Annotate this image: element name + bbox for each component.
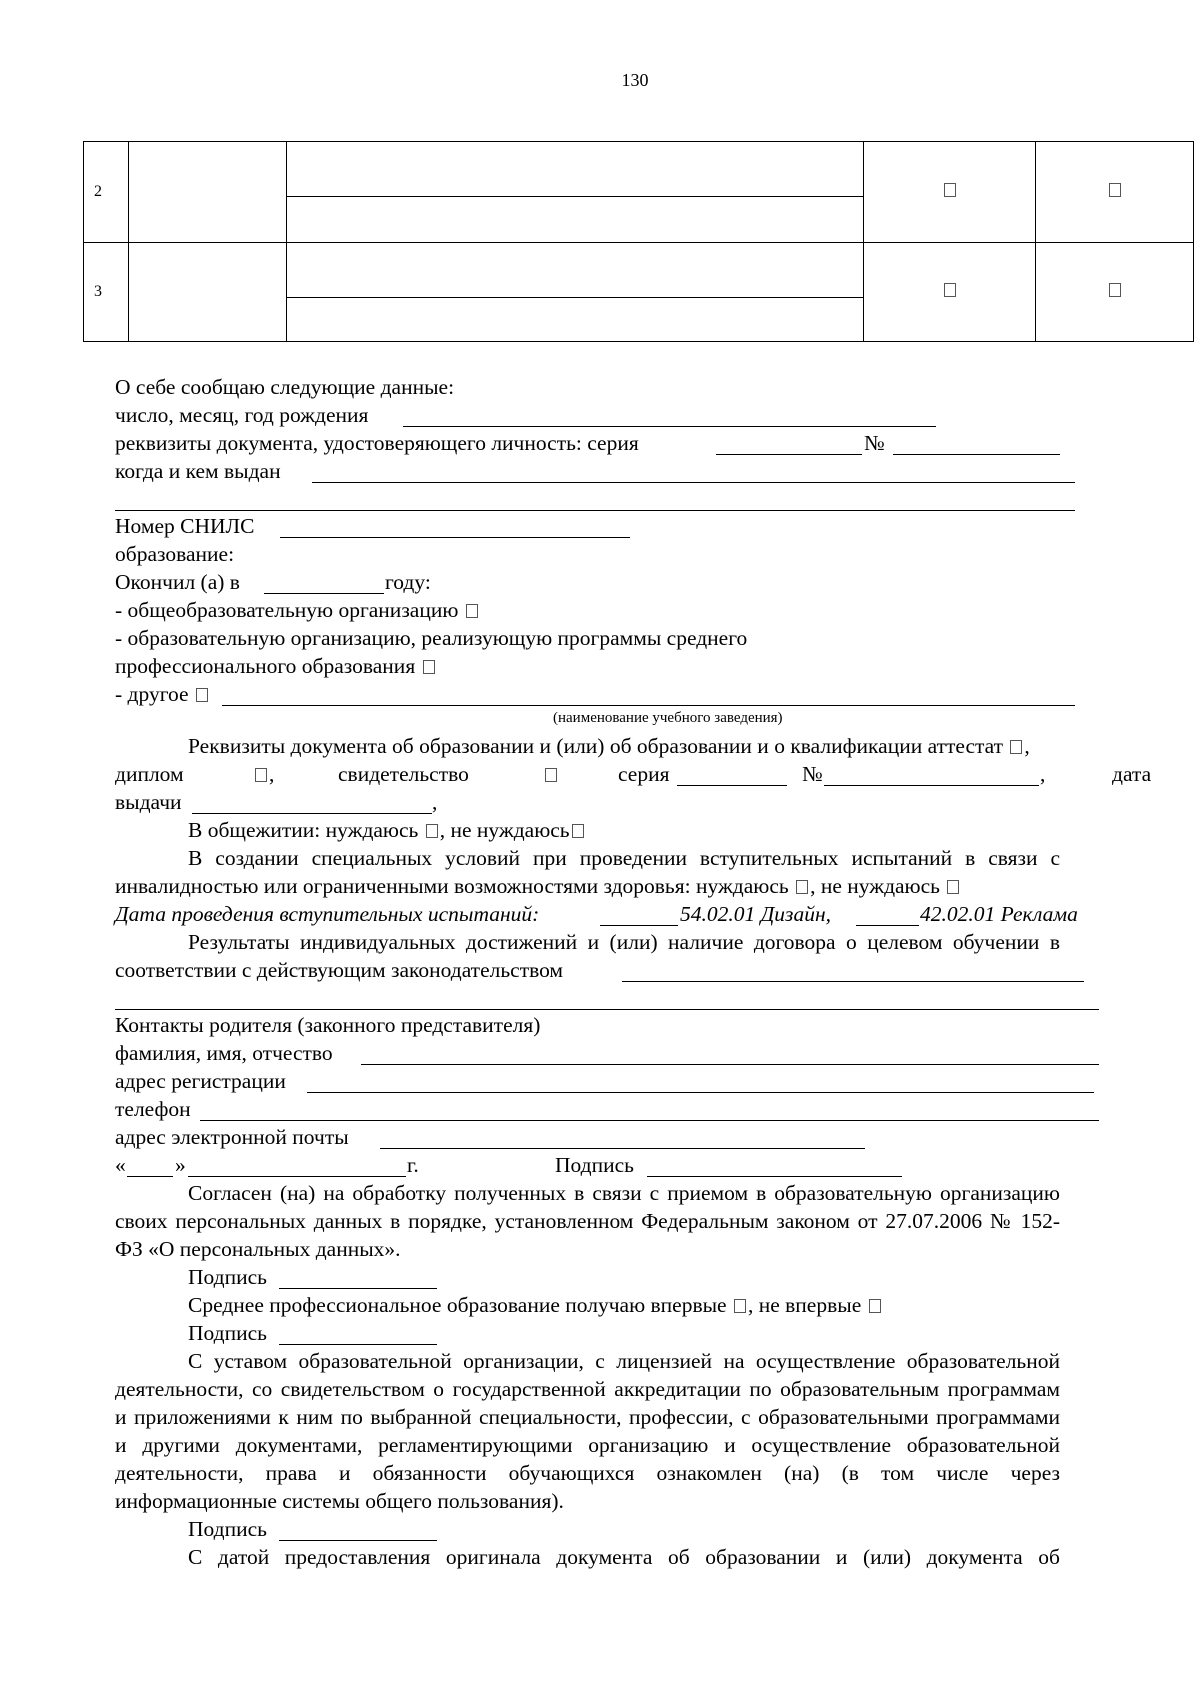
- checkbox[interactable]: [944, 283, 956, 297]
- id-number-sign: №: [864, 431, 885, 455]
- charter-line5: деятельности, права и обязанности обучающихся ознакомлен (на) (в том числе через: [115, 1461, 1060, 1485]
- checkbox[interactable]: [796, 880, 808, 894]
- signature-label: Подпись: [188, 1321, 267, 1345]
- table-cell: [129, 243, 287, 342]
- institution-caption: (наименование учебного заведения): [553, 710, 783, 726]
- date-month-year-field[interactable]: [188, 1176, 406, 1177]
- signature-field[interactable]: [279, 1344, 437, 1345]
- achievements-field[interactable]: [622, 981, 1084, 982]
- exam-date-design-field[interactable]: [600, 925, 678, 926]
- checkbox[interactable]: [423, 660, 435, 674]
- achievements-line1: Результаты индивидуальных достижений и (или) наличие договора о целевом обучении в: [188, 930, 1060, 954]
- id-series-field[interactable]: [716, 454, 862, 455]
- exam-date-ads-field[interactable]: [856, 925, 919, 926]
- page-number: 130: [621, 70, 649, 90]
- parent-name-field[interactable]: [361, 1064, 1099, 1065]
- parent-address-label: адрес регистрации: [115, 1069, 286, 1093]
- option-general: - общеобразовательную организацию: [115, 597, 480, 624]
- edu-doc-line1: Реквизиты документа об образовании и (или) об образовании и о квалификации аттестат ,: [188, 734, 1030, 758]
- table-cell: [1036, 243, 1194, 342]
- edu-number-field[interactable]: [824, 785, 1039, 786]
- charter-line4: и другими документами, регламентирующими организацию и осуществление образовательной: [115, 1433, 1060, 1457]
- parent-phone-field[interactable]: [200, 1120, 1099, 1121]
- edu-series-field[interactable]: [677, 785, 787, 786]
- option-prof-line1: - образовательную организацию, реализующую программы среднего: [115, 626, 748, 650]
- checkbox[interactable]: [255, 768, 267, 782]
- table-cell: [864, 142, 1036, 243]
- consent-line3: ФЗ «О персональных данных».: [115, 1237, 401, 1261]
- exam-ads: 42.02.01 Реклама: [920, 902, 1078, 926]
- special-line2: инвалидностью или ограниченными возможностями здоровья: нуждаюсь , не нуждаюсь: [115, 873, 961, 900]
- exam-design: 54.02.01 Дизайн,: [680, 902, 831, 926]
- table-cell: [287, 243, 864, 342]
- consent-line2: своих персональных данных в порядке, установленном Федеральным законом от 27.07.2006 № 152-: [115, 1209, 1060, 1233]
- consent-line1: Согласен (на) на обработку полученных в связи с приемом в образовательную организацию: [188, 1181, 1060, 1205]
- table-cell: [864, 243, 1036, 342]
- checkbox[interactable]: [869, 1299, 881, 1313]
- checkbox[interactable]: [944, 183, 956, 197]
- charter-line1: С уставом образовательной организации, с лицензией на осуществление образовательной: [188, 1349, 1060, 1373]
- birth-date-label: число, месяц, год рождения: [115, 403, 369, 427]
- applications-table: [83, 141, 1194, 342]
- achievements-line2: соответствии с действующим законодательством: [115, 958, 564, 982]
- id-number-field[interactable]: [893, 454, 1060, 455]
- table-cell: [1036, 142, 1194, 243]
- checkbox[interactable]: [196, 688, 208, 702]
- edu-doc-issued: выдачи: [115, 790, 182, 814]
- exam-date-label: Дата проведения вступительных испытаний:: [115, 902, 540, 926]
- checkbox[interactable]: [1109, 283, 1121, 297]
- table-row: [84, 142, 1194, 243]
- date-day-field[interactable]: [127, 1176, 173, 1177]
- parent-email-field[interactable]: [380, 1148, 865, 1149]
- checkbox[interactable]: [734, 1299, 746, 1313]
- table-cell: [287, 142, 864, 243]
- charter-line6: информационные системы общего пользования).: [115, 1489, 564, 1513]
- charter-line3: и приложениями к ним по выбранной специальности, профессии, с образовательными программами: [115, 1405, 1060, 1429]
- checkbox[interactable]: [572, 824, 584, 838]
- signature-label: Подпись: [188, 1517, 267, 1541]
- parent-email-label: адрес электронной почты: [115, 1125, 349, 1149]
- snils-label: Номер СНИЛС: [115, 514, 255, 538]
- graduated-prefix: Окончил (а) в: [115, 570, 240, 594]
- signature-field[interactable]: [647, 1176, 902, 1177]
- graduated-suffix: году:: [385, 570, 431, 594]
- parent-address-field[interactable]: [307, 1092, 1094, 1093]
- edu-issued-field[interactable]: [192, 813, 432, 814]
- achievements-field-2[interactable]: [115, 1009, 1099, 1010]
- parent-phone-label: телефон: [115, 1097, 191, 1121]
- row-number: 2: [84, 142, 129, 243]
- education-label: образование:: [115, 542, 235, 566]
- original-line1: С датой предоставления оригинала документа об образовании и (или) документа об: [188, 1545, 1060, 1569]
- checkbox[interactable]: [947, 880, 959, 894]
- table-cell: [129, 142, 287, 243]
- option-prof-line2: профессионального образования: [115, 653, 437, 680]
- institution-field[interactable]: [222, 705, 1075, 706]
- charter-line2: деятельности, со свидетельством о государственной аккредитации по образовательным программам: [115, 1377, 1060, 1401]
- checkbox[interactable]: [1010, 740, 1022, 754]
- signature-label: Подпись: [188, 1265, 267, 1289]
- checkbox[interactable]: [466, 604, 478, 618]
- about-heading: О себе сообщаю следующие данные:: [115, 375, 455, 399]
- parent-heading: Контакты родителя (законного представителя): [115, 1013, 541, 1037]
- signature-label: Подпись: [555, 1153, 634, 1177]
- spo-line: Среднее профессиональное образование получаю впервые , не впервые: [188, 1292, 883, 1319]
- checkbox[interactable]: [1109, 183, 1121, 197]
- snils-field[interactable]: [280, 537, 630, 538]
- row-number: 3: [84, 243, 129, 342]
- signature-field[interactable]: [279, 1288, 437, 1289]
- issued-by-field[interactable]: [312, 482, 1075, 483]
- checkbox[interactable]: [545, 768, 557, 782]
- issued-by-label: когда и кем выдан: [115, 459, 281, 483]
- table-row: [84, 243, 1194, 342]
- special-line1: В создании специальных условий при проведении вступительных испытаний в связи с: [188, 846, 1060, 870]
- birth-date-field[interactable]: [403, 426, 936, 427]
- issued-by-field-2[interactable]: [115, 510, 1075, 511]
- id-doc-label: реквизиты документа, удостоверяющего личность: серия: [115, 431, 639, 455]
- option-other: - другое: [115, 681, 210, 708]
- dorm-line: В общежитии: нуждаюсь , не нуждаюсь: [188, 817, 586, 844]
- graduation-year-field[interactable]: [264, 593, 384, 594]
- signature-field[interactable]: [279, 1540, 437, 1541]
- checkbox[interactable]: [426, 824, 438, 838]
- parent-name-label: фамилия, имя, отчество: [115, 1041, 333, 1065]
